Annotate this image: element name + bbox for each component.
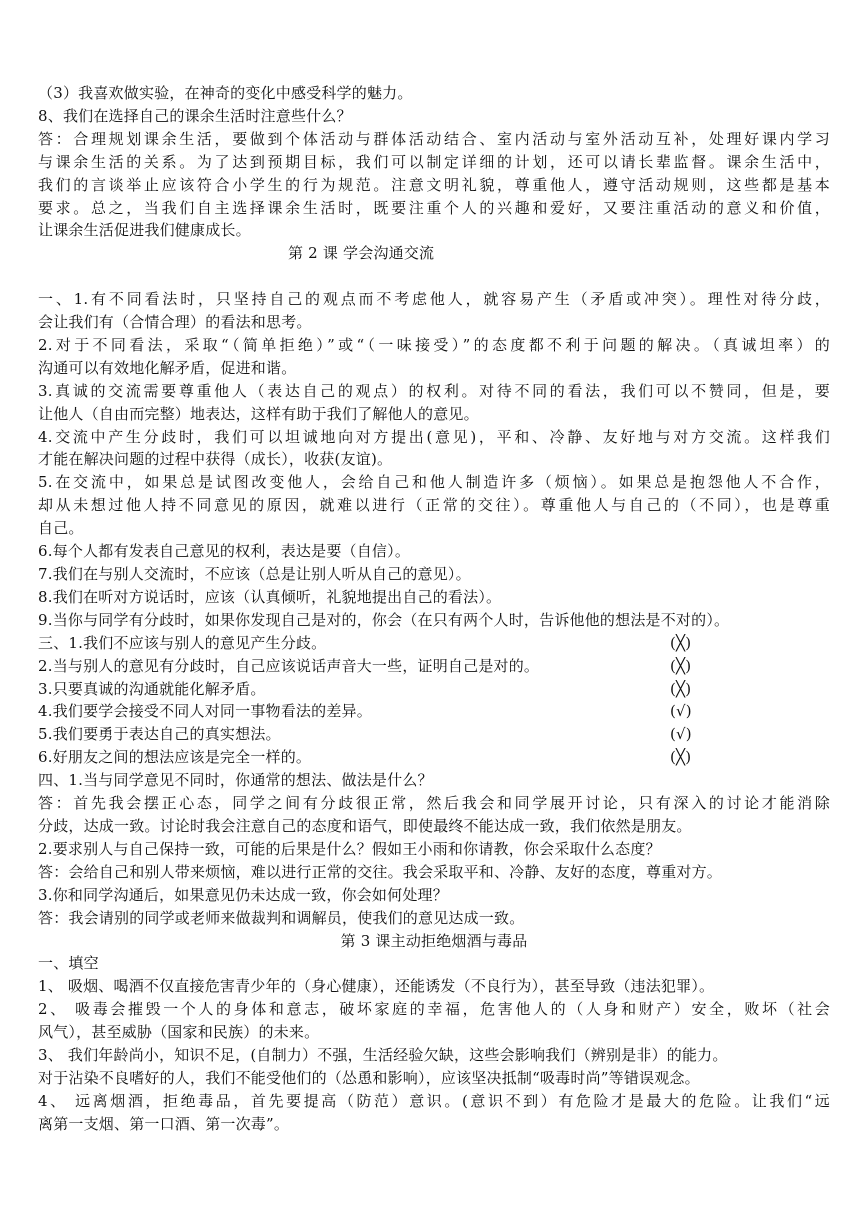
- text-line: 才能在解决问题的过程中获得（成长），收获(友谊)。: [38, 450, 393, 469]
- text-line: 8.我们在听对方说话时，应该（认真倾听，礼貌地提出自己的看法）。: [38, 587, 502, 606]
- judgment-row: [38, 655, 830, 678]
- text-line: 与课余生活的关系。为了达到预期目标，我们可以制定详细的计划，还可以请长辈监督。课余生活中，: [38, 152, 830, 171]
- text-line: 对于沾染不良嗜好的人，我们不能受他们的（怂恿和影响），应该坚决抵制“吸毒时尚”等错误观念。: [38, 1068, 700, 1087]
- text-line: 一、1.有不同看法时，只坚持自己的观点而不考虑他人，就容易产生（矛盾或冲突）。理性对待分歧，: [38, 290, 830, 309]
- text-line: 4.交流中产生分歧时，我们可以坦诚地向对方提出(意见)，平和、冷静、友好地与对方交流。这样我们: [38, 427, 830, 446]
- text-line: 风气），甚至威胁（国家和民族）的未来。: [38, 1023, 320, 1042]
- judgment-row: [38, 700, 830, 723]
- text-line: 离第一支烟、第一口酒、第一次毒”。: [38, 1114, 290, 1133]
- text-line: 7.我们在与别人交流时，不应该（总是让别人听从自己的意见）。: [38, 565, 471, 584]
- text-line: 我们的言谈举止应该符合小学生的行为规范。注意文明礼貌，尊重他人，遵守活动规则，这些都是基本: [38, 175, 830, 194]
- lesson-3-title: 第 3 课主动拒绝烟酒与毒品: [340, 931, 528, 950]
- judgment-mark: (╳): [670, 748, 692, 767]
- text-line: 自己。: [38, 519, 84, 538]
- judgment-row: [38, 632, 830, 655]
- judgment-statement: 2.当与别人的意见有分歧时，自己应该说话声音大一些，证明自己是对的。: [38, 656, 540, 675]
- lesson-2-title: 第 2 课 学会沟通交流: [288, 244, 435, 263]
- judgment-row: [38, 678, 830, 701]
- text-line: 3、 我们年龄尚小，知识不足，(自制力）不强，生活经验欠缺，这些会影响我们（辨别是非）的能力。: [38, 1046, 728, 1065]
- text-line: 2、 吸毒会摧毁一个人的身体和意志，破坏家庭的幸福，危害他人的（人身和财产）安全，败坏（社会: [38, 1000, 830, 1019]
- judgment-mark: (╳): [670, 656, 692, 675]
- judgment-statement: 5.我们要勇于表达自己的真实想法。: [38, 725, 281, 744]
- text-line: 答：合理规划课余生活，要做到个体活动与群体活动结合、室内活动与室外活动互补，处理好课内学习: [38, 129, 830, 148]
- judgment-statement: 6.好朋友之间的想法应该是完全一样的。: [38, 748, 312, 767]
- text-line: 5.在交流中，如果总是试图改变他人，会给自己和他人制造许多（烦恼）。如果总是抱怨他人不合作，: [38, 473, 830, 492]
- text-line: 分歧，达成一致。讨论时我会注意自己的态度和语气，即使最终不能达成一致，我们依然是朋友。: [38, 816, 692, 835]
- text-line: 一、填空: [38, 954, 99, 973]
- document-page: [38, 82, 830, 1136]
- text-line: 3.真诚的交流需要尊重他人（表达自己的观点）的权利。对待不同的看法，我们可以不赞同，但是，要: [38, 381, 830, 400]
- text-line: 答：首先我会摆正心态，同学之间有分歧很正常，然后我会和同学展开讨论，只有深入的讨论才能消除: [38, 794, 830, 813]
- judgment-mark: (╳): [670, 633, 692, 652]
- blank-line: [38, 265, 830, 288]
- judgment-row: [38, 746, 830, 769]
- text-line: 要求。总之，当我们自主选择课余生活时，既要注重个人的兴趣和爱好，又要注重活动的意义和价值，: [38, 198, 830, 217]
- text-line: 会让我们有（合情合理）的看法和思考。: [38, 313, 312, 332]
- text-line: 沟通可以有效地化解矛盾，促进和谐。: [38, 358, 297, 377]
- text-line: 8、我们在选择自己的课余生活时注意些什么？: [38, 106, 352, 125]
- judgment-statement: 3.只要真诚的沟通就能化解矛盾。: [38, 679, 266, 698]
- text-line: 2.要求别人与自己保持一致，可能的后果是什么？假如王小雨和你请教，你会采取什么态度？: [38, 839, 661, 858]
- judgment-mark: (√): [670, 725, 692, 744]
- judgment-mark: (√): [670, 702, 692, 721]
- text-line: 3.你和同学沟通后，如果意见仍未达成一致，你会如何处理？: [38, 885, 448, 904]
- text-line: 四、1.当与同学意见不同时，你通常的想法、做法是什么？: [38, 771, 433, 790]
- text-line: 让他人（自由而完整）地表达，这样有助于我们了解他人的意见。: [38, 404, 479, 423]
- text-line: 却从未想过他人持不同意见的原因，就难以进行（正常的交往）。尊重他人与自己的（不同），也是尊重: [38, 496, 830, 515]
- judgment-statement: 4.我们要学会接受不同人对同一事物看法的差异。: [38, 702, 372, 721]
- text-line: 4、 远离烟酒，拒绝毒品，首先要提高（防范）意识。(意识不到）有危险才是最大的危险。让我们“远: [38, 1091, 830, 1110]
- text-line: 6.每个人都有发表自己意见的权利，表达是要（自信）。: [38, 542, 411, 561]
- judgment-row: [38, 723, 830, 746]
- text-line: （3）我喜欢做实验，在神奇的变化中感受科学的魅力。: [38, 84, 413, 102]
- judgment-mark: (╳): [670, 679, 692, 698]
- text-line: 2.对于不同看法，采取“（简单拒绝）”或“（一味接受）”的态度都不利于问题的解决。（真诚坦率）的: [38, 335, 830, 354]
- text-line: 答：会给自己和别人带来烦恼，难以进行正常的交往。我会采取平和、冷静、友好的态度，尊重对方。: [38, 862, 723, 881]
- text-line: 9.当你与同学有分歧时，如果你发现自己是对的，你会（在只有两个人时，告诉他他的想法是不对的）。: [38, 610, 730, 629]
- text-line: 让课余生活促进我们健康成长。: [38, 221, 251, 240]
- text-line: 1、 吸烟、喝酒不仅直接危害青少年的（身心健康），还能诱发（不良行为），甚至导致（违法犯罪）。: [38, 977, 715, 996]
- judgment-statement: 三、1.我们不应该与别人的意见产生分歧。: [38, 633, 327, 652]
- text-line: 答：我会请别的同学或老师来做裁判和调解员，使我们的意见达成一致。: [38, 908, 525, 927]
